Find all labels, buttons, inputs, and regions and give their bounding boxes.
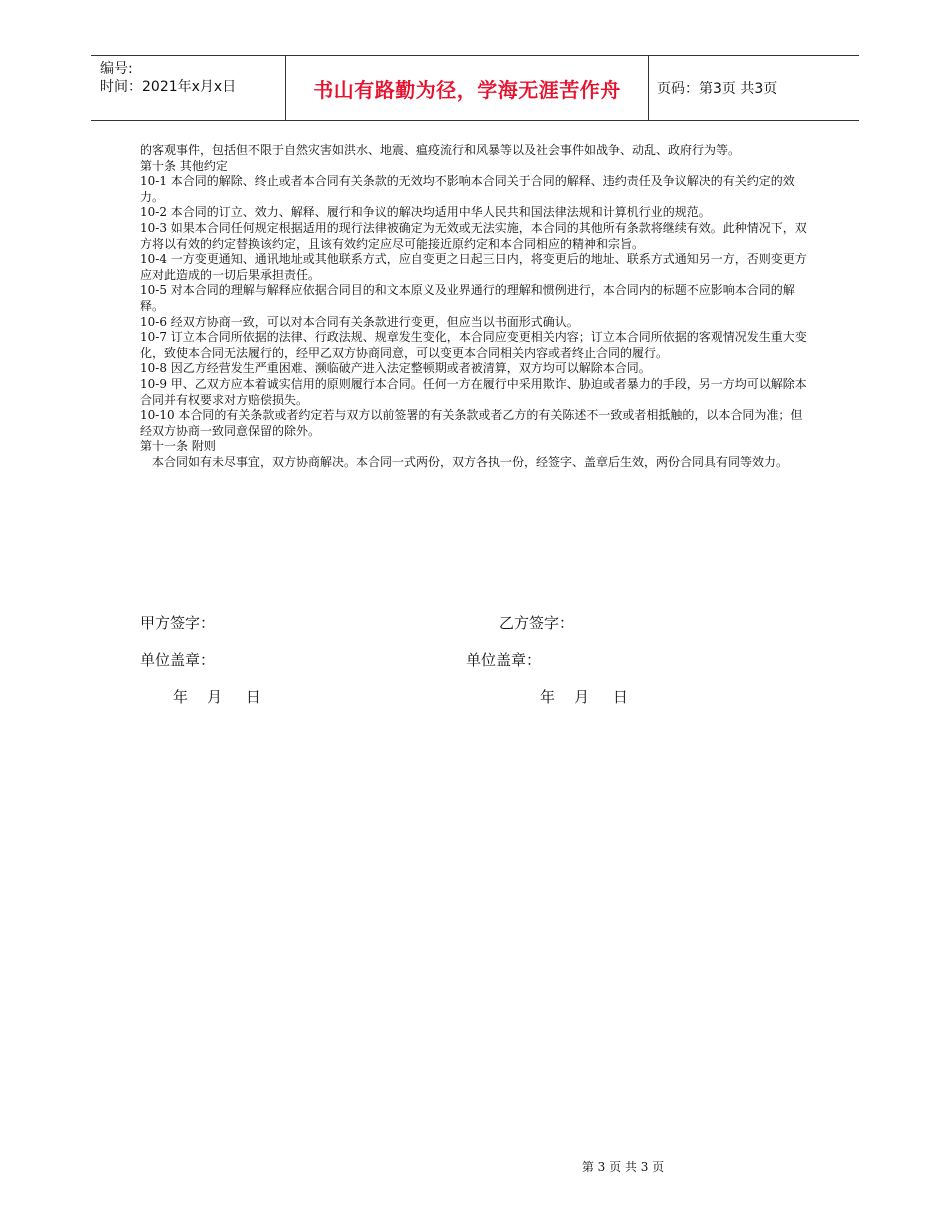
- party-b-seal-label: 单位盖章：: [466, 651, 542, 669]
- clause-10-3: 10-3 如果本合同任何规定根据适用的现行法律被确定为无效或无法实施，本合同的其他所有条款将继续有效。此种情况下，双方将以有效的约定替换该约定，且该有效约定应尽可能接近原约定和本合同相应的精神和宗旨。: [140, 220, 807, 251]
- header-page-info: 页码：第3页 共3页: [657, 81, 778, 97]
- header-motto: 书山有路勤为径，学海无涯苦作舟: [286, 56, 649, 120]
- clause-10-10: 10-10 本合同的有关条款或者约定若与双方以前签署的有关条款或者乙方的有关陈述不一致或者相抵触的，以本合同为准；但经双方协商一致同意保留的除外。: [140, 408, 803, 438]
- header-meta: [91, 56, 286, 120]
- document-header: [91, 55, 859, 121]
- clause-10-8: 10-8 因乙方经营发生严重困难、濒临破产进入法定整顿期或者被清算，双方均可以解除本合同。: [140, 361, 651, 376]
- party-a-signature-label: 甲方签字：: [140, 614, 216, 632]
- footer-page-number: 第 3 页 共 3 页: [581, 1160, 665, 1174]
- party-b-date-label: 年 月 日: [540, 688, 628, 706]
- section-heading-10: 第十条 其他约定: [140, 158, 228, 173]
- party-a-date-label: 年 月 日: [173, 688, 261, 706]
- clause-10-5: 10-5 对本合同的理解与解释应依据合同目的和文本原义及业界通行的理解和惯例进行，本合同内的标题不应影响本合同的解释。: [140, 283, 795, 313]
- appendix-paragraph: 本合同如有未尽事宜，双方协商解决。本合同一式两份，双方各执一份，经签字、盖章后生效，两份合同具有同等效力。: [152, 454, 789, 469]
- clause-10-2: 10-2 本合同的订立、效力、解释、履行和争议的解决均适用中华人民共和国法律法规和计算机行业的规范。: [140, 205, 711, 220]
- section-heading-11: 第十一条 附则: [140, 439, 216, 454]
- clause-10-6: 10-6 经双方协商一致，可以对本合同有关条款进行变更，但应当以书面形式确认。: [140, 314, 579, 329]
- clause-10-7: 10-7 订立本合同所依据的法律、行政法规、规章发生变化，本合同应变更相关内容；订立本合同所依据的客观情况发生重大变化，致使本合同无法履行的，经甲乙双方协商同意，可以变更本合同相关内容或者终止合同的履行。: [140, 330, 807, 360]
- page-footer: [0, 1158, 950, 1175]
- clause-10-1: 10-1 本合同的解除、终止或者本合同有关条款的无效均不影响本合同关于合同的解释、违约责任及争议解决的有关约定的效力。: [140, 174, 795, 204]
- party-b-signature-label: 乙方签字：: [499, 614, 575, 632]
- document-number-label: 编号:: [100, 61, 133, 77]
- clause-10-9: 10-9 甲、乙双方应本着诚实信用的原则履行本合同。任何一方在履行中采用欺诈、胁迫或者暴力的手段，另一方均可以解除本合同并有权要求对方赔偿损失。: [140, 376, 807, 407]
- paragraph-force-majeure-cont: 的客观事件，包括但不限于自然灾害如洪水、地震、瘟疫流行和风暴等以及社会事件如战争、动乱、政府行为等。: [140, 143, 741, 157]
- contract-body: [140, 143, 810, 470]
- document-time-label: 时间：2021年x月x日: [100, 79, 237, 95]
- clause-10-4: 10-4 一方变更通知、通讯地址或其他联系方式，应自变更之日起三日内，将变更后的地址、联系方式通知另一方，否则变更方应对此造成的一切后果承担责任。: [140, 252, 807, 282]
- party-a-seal-label: 单位盖章：: [140, 651, 216, 669]
